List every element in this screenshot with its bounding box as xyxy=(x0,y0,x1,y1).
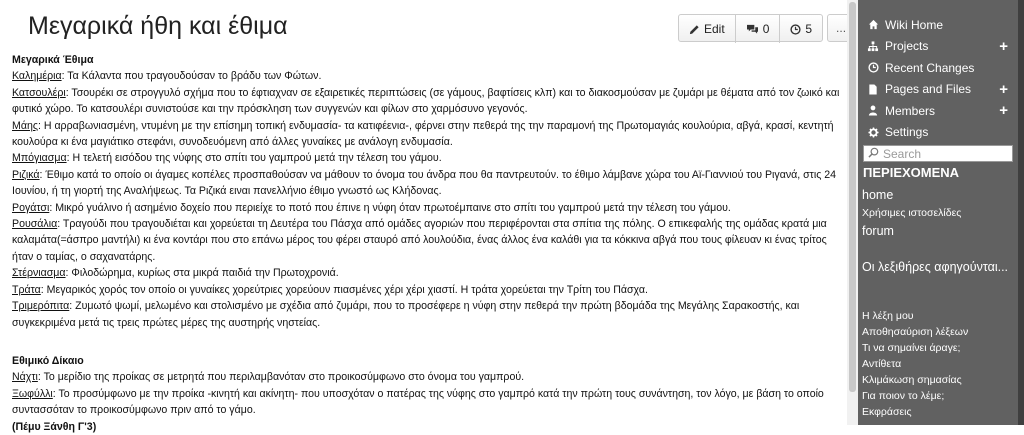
glossary-entry xyxy=(12,68,840,84)
more-button[interactable]: ... xyxy=(827,14,855,42)
glossary-separator: : xyxy=(37,371,44,384)
glossary-entry xyxy=(12,282,840,298)
author-signature: (Πέμυ Ξάνθη Γ'3) xyxy=(12,420,97,433)
sidebar-item-label: Settings xyxy=(885,125,929,140)
glossary-entry xyxy=(12,369,840,385)
link-useful-sites[interactable]: Χρήσιμες ιστοσελίδες xyxy=(862,207,962,219)
glossary-term-link[interactable]: Κατσουλέρι xyxy=(12,86,66,99)
glossary-term-link[interactable]: Νάχτι xyxy=(12,371,38,384)
sidebar-item-settings[interactable] xyxy=(858,122,1018,144)
sidebar-item-label: Wiki Home xyxy=(885,17,944,32)
customs-entries xyxy=(12,68,840,331)
glossary-definition: Τσουρέκι σε στρογγυλό σχήμα που το έφτιαχναν σε εξαιρετικές περιπτώσεις (σε γάμους, βαφτίσεις κλπ) και το διακοσμούσαν με ζυμάρι με θέματα από τον ζωικό και φυτικό χώρο. Το κατσουλέρι συνιστούσε και την πρόσκληση των συγγενών και φίλων στο χαρμόσυνο γεγονός. xyxy=(12,86,840,116)
section-title-customary-law: Εθιμικό Δίκαιο xyxy=(12,354,84,367)
glossary-separator: : xyxy=(40,283,47,296)
scrollbar-thumb[interactable] xyxy=(849,2,856,392)
sidebar-item-pages-and-files[interactable] xyxy=(858,79,1018,101)
glossary-entry xyxy=(12,200,840,216)
sidebar-item-label: Members xyxy=(885,103,936,118)
glossary-definition: Φιλοδώρημα, κυρίως στα μικρά παιδιά την Πρωτοχρονιά. xyxy=(71,267,339,280)
link-word-hoarding[interactable]: Αποθησαύριση λέξεων xyxy=(862,326,969,338)
glossary-separator: : xyxy=(37,119,44,132)
sidebar-item-label: Projects xyxy=(885,39,929,54)
section-title-customs: Μεγαρικά Έθιμα xyxy=(12,54,94,66)
sidebar-item-wiki-home[interactable] xyxy=(858,14,1018,36)
comments-icon xyxy=(746,24,759,35)
glossary-definition: Μικρό γυάλινο ή ασημένιο δοχείο που περιείχε το ποτό που έπινε η νύφη όταν πρωτοέμπαινε στο σπίτι του γαμπρού μετά την τέλεση του γάμου. xyxy=(55,201,731,214)
glossary-entry xyxy=(12,386,840,419)
file-icon xyxy=(867,83,879,95)
glossary-definition: Ζυμωτό ψωμί, μελωμένο και στολισμένο με σχέδια από ζυμάρι, που το προσέφερε η νύφη στην πεθερά την πρώτη βδομάδα της Μεγάλης Σαρακοστής, και συγκεκριμένα μετά τις τρεις πρώτες μέρες της αυστηρής νηστείας. xyxy=(12,300,800,329)
search-box[interactable] xyxy=(863,145,1013,162)
gear-icon xyxy=(867,126,879,138)
glossary-separator: : xyxy=(61,70,68,83)
glossary-entry xyxy=(12,118,840,151)
glossary-term-link[interactable]: Ρουσάλια xyxy=(12,218,58,231)
glossary-term-link[interactable]: Μάης xyxy=(12,119,38,132)
clock-icon xyxy=(867,62,879,74)
sidebar-item-projects[interactable] xyxy=(858,36,1018,58)
sidebar-item-label: Pages and Files xyxy=(885,82,972,97)
glossary-definition: Έθιμο κατά το οποίο οι άγαμες κοπέλες προσπαθούσαν να μάθουν το όνομα του άνδρα που θα παντρευτούν. το έθιμο λάμβανε χώρα του Αϊ-Γιαννιού του Ριγανά, στις 24 Ιουνίου, ή τη γιορτή της Αναλήψεως. Τα Ριζικά ειναι πανελλήνιο έθιμο γνωστό ως Κλήδονας. xyxy=(12,168,837,198)
search-icon xyxy=(868,145,879,163)
page-toolbar xyxy=(678,14,855,42)
link-who-we-say[interactable]: Για ποιον το λέμε; xyxy=(862,390,945,402)
glossary-separator: : xyxy=(65,86,72,99)
glossary-separator: : xyxy=(66,152,73,165)
link-home[interactable]: home xyxy=(862,188,894,202)
clock-icon xyxy=(790,24,801,35)
sitemap-icon xyxy=(867,40,879,52)
toolbar-button-group xyxy=(678,14,823,42)
sidebar-item-recent-changes[interactable] xyxy=(858,57,1018,79)
law-entries xyxy=(12,369,840,418)
plus-icon[interactable]: + xyxy=(999,37,1008,55)
link-meaning-scale[interactable]: Κλιμάκωση σημασίας xyxy=(862,374,962,386)
sidebar-item-label: Recent Changes xyxy=(885,60,975,75)
glossary-term-link[interactable]: Τριμερόπιτα xyxy=(12,300,70,313)
glossary-term-link[interactable]: Στέρνιασμα xyxy=(12,267,66,280)
glossary-definition: Το προσύμφωνο με την προίκα -κινητή και ακίνητη- που υποσχόταν ο πατέρας της νύφης στο γαμπρό κατά την πρώτη τους συνάντηση, τον λόγο, με βάση το οποίο συντασσόταν το προικοσύμφωνο πριν από το γάμο. xyxy=(12,387,824,417)
sidebar-nav xyxy=(858,14,1018,143)
glossary-term-link[interactable]: Ριζικά xyxy=(12,168,40,181)
glossary-term-link[interactable]: Ρογάτσι xyxy=(12,201,50,214)
link-free-narration[interactable]: Οι λεξιθήρες αφηγούνται... xyxy=(862,260,1009,274)
glossary-definition: Τραγούδι που τραγουδιέται και χορεύεται τη Δευτέρα του Πάσχα από ομάδες αγοριών που περιφέρονται στα σπίτια της πόλης. Ο επικεφαλής της ομάδας κρατά μια καλαμάτα(=άσπρο μαντήλι) κι ένα κοντάρι που στο επάνω μέρος του φέρει σταυρό από λουλούδια, ένας άλλος ένα καλάθι για τα κόκκινα αβγά που τους φίλευαν κι ένας τρίτος ήταν ο ταμίας, ο σαχανατάρης. xyxy=(12,218,827,263)
search-input[interactable] xyxy=(879,147,1008,161)
link-my-word[interactable]: Η λέξη μου xyxy=(862,310,914,322)
glossary-term-link[interactable]: Καλημέρια xyxy=(12,70,62,83)
glossary-entry xyxy=(12,216,840,265)
glossary-separator: : xyxy=(49,201,56,214)
glossary-separator: : xyxy=(52,387,59,400)
home-icon xyxy=(867,19,879,31)
contents-heading: ΠΕΡΙΕΧΟΜΕΝΑ xyxy=(863,165,960,180)
history-button[interactable] xyxy=(780,15,822,43)
sidebar-item-members[interactable] xyxy=(858,100,1018,122)
link-forum[interactable]: forum xyxy=(862,224,894,238)
page-body xyxy=(12,52,840,435)
user-icon xyxy=(867,105,879,117)
glossary-entry xyxy=(12,298,840,331)
plus-icon[interactable]: + xyxy=(999,102,1008,119)
glossary-separator: : xyxy=(65,267,72,280)
link-antonyms[interactable]: Αντίθετα xyxy=(862,358,902,370)
glossary-entry xyxy=(12,265,840,281)
glossary-entry xyxy=(12,150,840,166)
page-title: Μεγαρικά ήθη και έθιμα xyxy=(28,12,288,40)
glossary-entry xyxy=(12,167,840,200)
glossary-definition: Η τελετή εισόδου της νύφης στο σπίτι του γαμπρού μετά την τέλεση του γάμου. xyxy=(72,152,442,165)
glossary-definition: Μεγαρικός χορός τον οποίο οι γυναίκες χορεύτριες χορεύουν πιασμένες χέρι χέρι χιαστί. Η τράτα χορεύεται την Τρίτη του Πάσχα. xyxy=(46,283,648,296)
glossary-separator: : xyxy=(39,168,46,181)
glossary-separator: : xyxy=(69,300,76,313)
edit-label: Edit xyxy=(704,22,725,36)
plus-icon[interactable]: + xyxy=(999,80,1008,98)
glossary-definition: Τα Κάλαντα που τραγουδούσαν το βράδυ των Φώτων. xyxy=(67,70,322,83)
link-expressions[interactable]: Εκφράσεις xyxy=(862,406,912,418)
glossary-definition: Το μερίδιο της προίκας σε μετρητά που περιλαμβανόταν στο προικοσύμφωνο στο όνομα του γαμπρού. xyxy=(43,371,525,384)
glossary-entry xyxy=(12,85,840,118)
link-what-means[interactable]: Τι να σημαίνει άραγε; xyxy=(862,342,961,354)
comments-count: 0 xyxy=(762,22,770,36)
glossary-term-link[interactable]: Τράτα xyxy=(12,283,41,296)
edit-button[interactable] xyxy=(679,15,736,43)
glossary-separator: : xyxy=(57,218,63,231)
glossary-term-link[interactable]: Ξωφύλλι xyxy=(12,387,53,400)
glossary-definition: Η αρραβωνιασμένη, ντυμένη με την επίσημη τοπική ενδυμασία- τα κατιφέενια-, φέρνει στην πεθερά της την παραμονή της Πρωτομαγιάς κουλούρια, αβγά, κρασί, κεντητή κουλούρα κι ένα μαγιάτικο στεφάνι, συνοδευόμενη από άλλες γυναίκες με ανάλογη ενδυμασία. xyxy=(12,119,834,149)
sidebar-edge xyxy=(1018,0,1024,425)
glossary-term-link[interactable]: Μπόγιασμα xyxy=(12,152,67,165)
comments-button[interactable] xyxy=(736,15,781,43)
pencil-icon xyxy=(689,24,700,35)
history-count: 5 xyxy=(805,22,813,36)
